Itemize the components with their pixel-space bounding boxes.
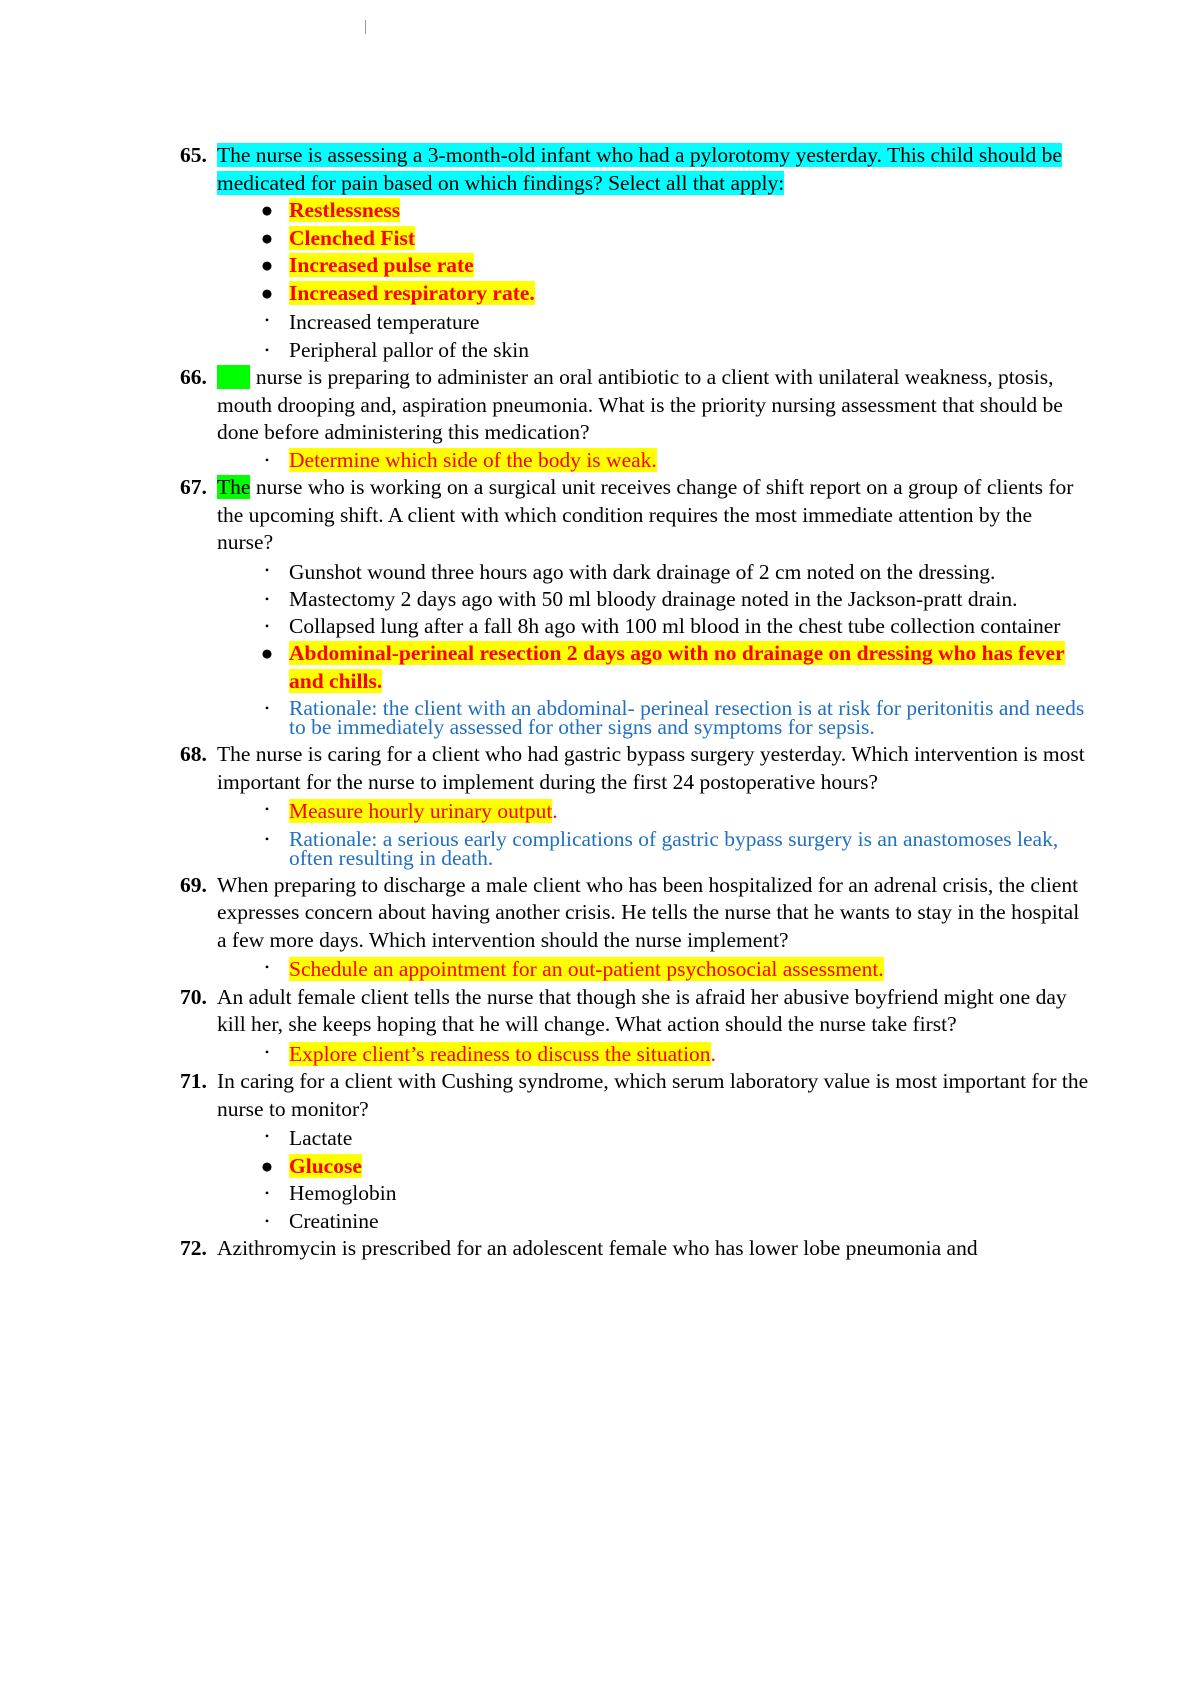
question-number: 65. [180, 143, 207, 167]
options-list [217, 1123, 1090, 1235]
bullet-icon: • [264, 701, 270, 715]
option-item [264, 613, 1090, 640]
rationale-item [264, 826, 1090, 872]
question-number: 67. [180, 475, 207, 499]
question-lead-word: The [217, 475, 251, 499]
correct-answer: Abdominal-perineal resection 2 days ago with no drainage on dressing who has fever and chills. [289, 641, 1065, 693]
text-cursor-mark [365, 20, 366, 34]
correct-answer: Glucose [289, 1153, 362, 1178]
options-list [217, 447, 1090, 475]
option-item [264, 447, 1090, 475]
bullet-icon: ● [260, 225, 274, 250]
bullet-icon: • [264, 1129, 270, 1143]
options-list [217, 197, 1090, 364]
bullet-icon: ● [260, 253, 274, 277]
answer-tail: . [710, 1041, 716, 1066]
question-text: An adult female client tells the nurse that though she is afraid her abusive boyfriend might one day kill her, she keeps hoping that he will change. What action should the nurse take first? [217, 984, 1067, 1036]
question-number: 71. [180, 1069, 207, 1093]
bullet-icon: • [264, 802, 270, 816]
option-text: Creatinine [289, 1208, 379, 1233]
bullet-icon: • [264, 1044, 270, 1059]
correct-answer: Measure hourly urinary output [289, 799, 553, 823]
option-item [260, 280, 1090, 308]
option-item [264, 1180, 1090, 1208]
correct-answer: Schedule an appointment for an out-patient psychosocial assessment. [289, 957, 884, 981]
option-item [264, 586, 1090, 613]
bullet-icon: • [264, 452, 270, 467]
question-65 [180, 142, 1090, 364]
rationale-text: Rationale: the client with an abdominal- perineal resection is at risk for peritonitis and needs to be immediately assessed for other signs and symptoms for sepsis. [289, 696, 1085, 739]
rationale-text: Rationale: a serious early complications of gastric bypass surgery is an anastomoses leak, often resulting in death. [289, 826, 1059, 870]
correct-answer: Explore client’s readiness to discuss the situation [289, 1041, 711, 1066]
bullet-icon: • [264, 1186, 270, 1200]
bullet-icon: • [264, 619, 270, 633]
correct-answer: Increased pulse rate [289, 253, 474, 277]
bullet-icon: ● [260, 641, 274, 665]
option-text: Lactate [289, 1126, 353, 1150]
option-item [264, 307, 1090, 337]
question-69 [180, 872, 1090, 984]
question-lead-word: The [217, 365, 251, 389]
option-text: Increased temperature [289, 310, 480, 334]
answer-tail: . [552, 799, 558, 823]
option-item [260, 197, 1090, 225]
question-70 [180, 984, 1090, 1069]
option-item [264, 337, 1090, 365]
bullet-icon: ● [260, 1153, 274, 1178]
question-71 [180, 1068, 1090, 1235]
question-68 [180, 741, 1090, 872]
bullet-icon: • [264, 960, 270, 974]
question-number: 72. [180, 1236, 207, 1260]
options-list [217, 796, 1090, 872]
option-item [264, 1208, 1090, 1236]
question-text: nurse is preparing to administer an oral antibiotic to a client with unilateral weakness, ptosis, mouth drooping and, aspiration pneumonia. What is the priority nursing assessment that should be done before administering this medication? [217, 365, 1063, 444]
option-item [260, 640, 1090, 695]
question-text: The nurse is assessing a 3-month-old infant who had a pylorotomy yesterday. This child should be medicated for pain based on which findings? Select all that apply: [217, 143, 1062, 195]
bullet-icon: • [264, 562, 270, 577]
question-67 [180, 474, 1090, 741]
option-item [264, 1123, 1090, 1153]
option-text: Gunshot wound three hours ago with dark drainage of 2 cm noted on the dressing. [289, 559, 996, 584]
option-text: Hemoglobin [289, 1181, 397, 1205]
rationale-item [264, 695, 1090, 741]
question-number: 68. [180, 742, 207, 766]
options-list [217, 954, 1090, 984]
question-text: The nurse is caring for a client who had gastric bypass surgery yesterday. Which intervention is most important for the nurse to implement during the first 24 postoperative hours? [217, 742, 1085, 794]
bullet-icon: ● [260, 280, 274, 305]
document-page [180, 142, 1090, 1263]
option-item [260, 225, 1090, 253]
bullet-icon: • [264, 592, 270, 606]
option-item [264, 1039, 1090, 1069]
question-number: 70. [180, 984, 207, 1009]
question-number: 69. [180, 872, 207, 897]
bullet-icon: • [264, 1213, 270, 1228]
bullet-icon: • [264, 831, 270, 846]
bullet-icon: ● [260, 198, 274, 222]
correct-answer: Clenched Fist [289, 225, 416, 250]
options-list [217, 1039, 1090, 1069]
question-text: When preparing to discharge a male client who has been hospitalized for an adrenal crisis, the client expresses concern about having another crisis. He tells the nurse that he wants to stay in the hospital a few more days. Which intervention should the nurse implement? [217, 872, 1080, 952]
option-text: Collapsed lung after a fall 8h ago with 100 ml blood in the chest tube collection container [289, 614, 1061, 638]
option-item [264, 557, 1090, 587]
question-66 [180, 364, 1090, 474]
correct-answer: Increased respiratory rate. [289, 280, 535, 305]
correct-answer: Restlessness [289, 198, 401, 222]
question-72 [180, 1235, 1090, 1263]
option-item [264, 796, 1090, 826]
question-text: nurse who is working on a surgical unit receives change of shift report on a group of clients for the upcoming shift. A client with which condition requires the most immediate attention by the nurse? [217, 475, 1074, 554]
correct-answer: Determine which side of the body is weak. [289, 447, 657, 472]
option-text: Peripheral pallor of the skin [289, 337, 530, 362]
bullet-icon: • [264, 313, 270, 327]
question-number: 66. [180, 365, 207, 389]
option-text: Mastectomy 2 days ago with 50 ml bloody drainage noted in the Jackson-pratt drain. [289, 587, 1018, 611]
question-text: Azithromycin is prescribed for an adolescent female who has lower lobe pneumonia and [217, 1236, 978, 1260]
options-list [217, 557, 1090, 742]
question-text: In caring for a client with Cushing syndrome, which serum laboratory value is most important for the nurse to monitor? [217, 1069, 1089, 1121]
option-item [260, 1153, 1090, 1181]
option-item [264, 954, 1090, 984]
bullet-icon: • [264, 342, 270, 357]
option-item [260, 252, 1090, 280]
